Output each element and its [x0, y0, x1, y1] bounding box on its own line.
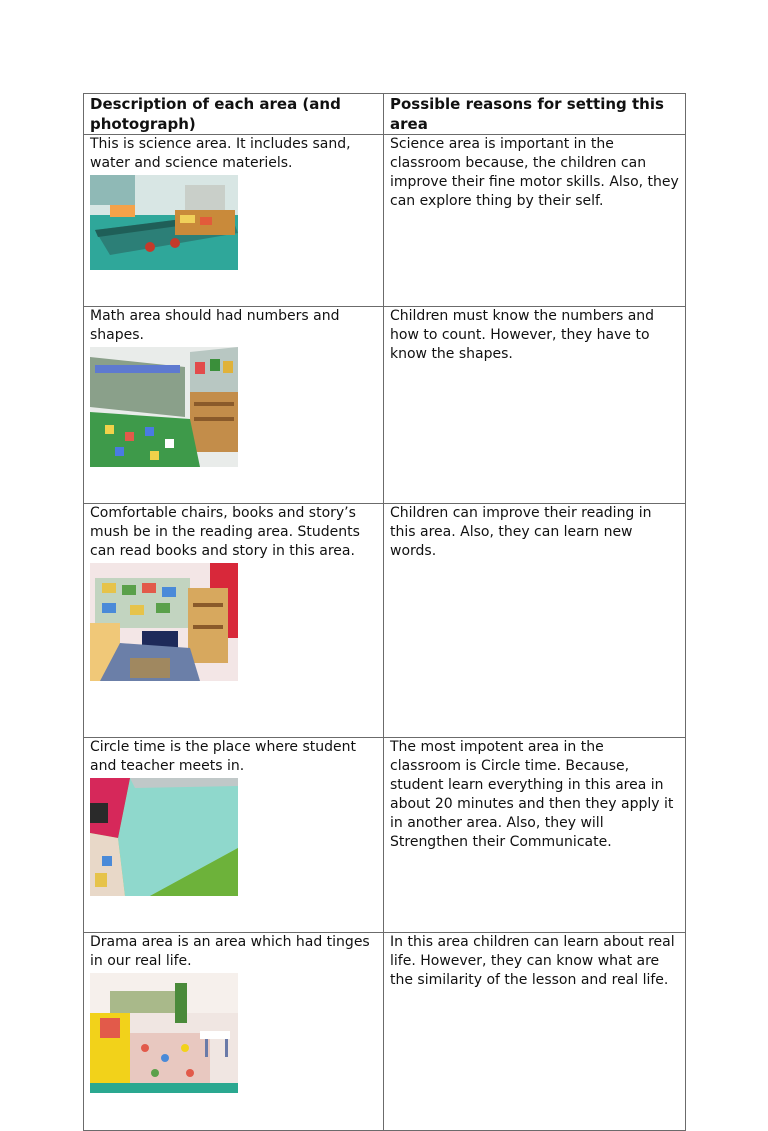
table-row [84, 933, 686, 1131]
reason-cell [384, 307, 686, 504]
table-row [84, 135, 686, 307]
table-row [84, 307, 686, 504]
reason-text: Science area is important in the classroom because, the children can improve their fine motor skills. Also, they can explore thing by their self. [390, 136, 679, 209]
drama-area-photo [90, 973, 238, 1130]
table-row [84, 738, 686, 933]
description-text: Math area should had numbers and shapes. [90, 308, 340, 343]
description-text: This is science area. It includes sand, water and science materiels. [90, 136, 351, 171]
description-cell [84, 307, 384, 504]
circle-time-photo [90, 778, 238, 932]
math-area-photo [90, 347, 238, 503]
header-description: Description of each area (and photograph) [84, 94, 384, 135]
description-cell [84, 933, 384, 1131]
description-cell [84, 135, 384, 307]
table-row [84, 504, 686, 738]
description-cell [84, 738, 384, 933]
reason-cell [384, 135, 686, 307]
reason-cell [384, 504, 686, 738]
reason-text: Children must know the numbers and how to count. However, they have to know the shapes. [390, 308, 655, 362]
reason-text: The most impotent area in the classroom is Circle time. Because, student learn everything in this area in about 20 minutes and then they apply it in another area. Also, they will Strengthen their Communicate. [390, 739, 674, 850]
reason-cell [384, 933, 686, 1131]
areas-table [83, 93, 686, 1131]
reason-text: Children can improve their reading in this area. Also, they can learn new words. [390, 505, 652, 559]
description-text: Drama area is an area which had tinges in our real life. [90, 934, 370, 969]
reason-cell [384, 738, 686, 933]
science-area-photo [90, 175, 238, 306]
header-reasons: Possible reasons for setting this area [384, 94, 686, 135]
description-text: Circle time is the place where student and teacher meets in. [90, 739, 356, 774]
description-text: Comfortable chairs, books and story’s mush be in the reading area. Students can read books and story in this area. [90, 505, 360, 559]
description-cell [84, 504, 384, 738]
header-row [84, 94, 686, 135]
reason-text: In this area children can learn about real life. However, they can know what are the similarity of the lesson and real life. [390, 934, 675, 988]
reading-area-photo [90, 563, 238, 737]
